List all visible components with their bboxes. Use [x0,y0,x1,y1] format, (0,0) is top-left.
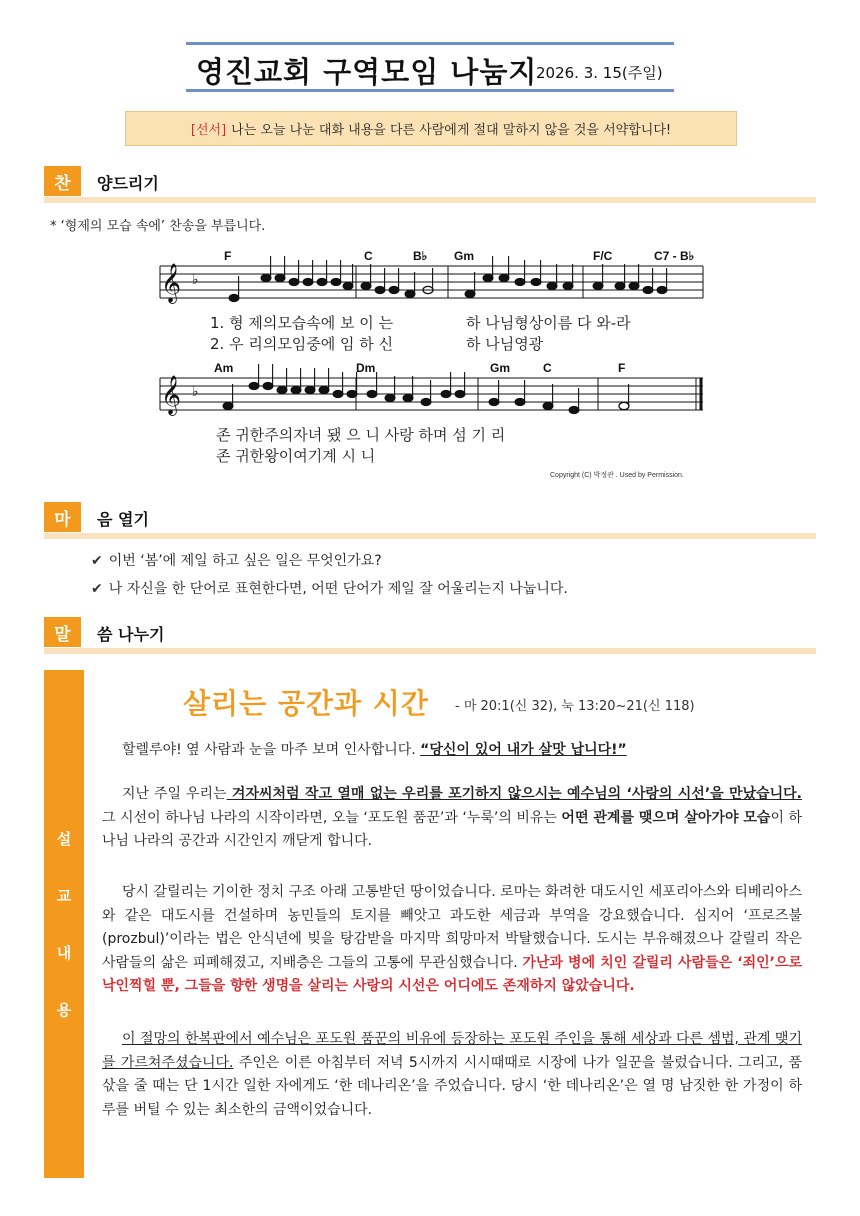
side-char-4: 용 [56,1001,72,1019]
sermon-title: 살리는 공간과 시간 [183,687,429,720]
check-icon: ✔ [91,553,103,569]
p1-underline: “당신이 있어 내가 살맛 납니다!” [420,742,627,758]
question-2 [91,578,568,598]
lyric-2b: 하 나님영광 [466,335,544,353]
chord-7: Am [214,361,234,375]
side-char-2: 교 [56,887,72,905]
pledge-tag: [선서] [190,123,227,138]
page-date: 2026. 3. 15(주일) [536,64,663,82]
section-word-bar [44,648,816,654]
sermon-paragraph-4 [102,1028,802,1122]
section-heart-badge: 마 [44,502,81,532]
note-head [563,282,573,289]
note-head [317,278,327,285]
p2-bold: 어떤 관계를 맺으며 살아가야 모습 [561,809,771,826]
chord-6: C7 - B♭ [654,249,695,263]
note-head [291,386,301,393]
note-head [569,406,579,413]
section-heart-bar [44,533,816,539]
note-head [333,390,343,397]
section-word-label: 씀 나누기 [97,625,165,644]
header-top-rule [186,42,674,45]
key-flat-icon: ♭ [192,272,199,288]
section-heart-header [44,502,816,538]
note-head [229,294,239,301]
check-icon: ✔ [91,581,103,597]
note-head [275,274,285,281]
note-head [629,282,639,289]
note-head [421,398,431,405]
section-praise-header [44,166,816,202]
music-copyright: Copyright (C) 박정관 . Used by Permission. [550,472,684,479]
p1-text: 할렐루야! 옆 사람과 눈을 마주 보며 인사합니다. [122,742,421,758]
note-head [619,402,629,409]
section-word-badge: 말 [44,617,81,647]
note-head [331,278,341,285]
treble-clef-icon-2: 𝄞 [161,375,182,415]
lyric-2a: 2. 우 리의모임중에 임 하 신 [210,335,394,353]
question-1-text: 이번 ‘봄’에 제일 하고 싶은 일은 무엇인가요? [108,553,382,569]
note-head [489,398,499,405]
p3-text: 당시 갈릴리는 기이한 정치 구조 아래 고통받던 땅이었습니다. 로마는 화려한 대도시인 세포리아스와 티베리아스와 같은 대도시를 건설하며 농민들의 토지를 빼앗고 과도한 세금과 부역을 강요했습니다. 심지어 ‘프로즈불(prozbul)’이라는 법은 안식년에 빚을 탕감받을 마지막 희망마저 박탈했습니다. 도시는 부유해졌으나 갈릴리 작은 사람들의 삶은 피폐해졌고, 지배층은 그들의 고통에 무관심했습니다. [102,884,802,971]
note-head [367,390,377,397]
staff-2 [160,378,703,410]
section-word-header [44,617,816,653]
lyric-1b: 하 나님형상이름 다 와-라 [466,314,631,332]
note-head [389,286,399,293]
note-head [277,386,287,393]
note-head [483,274,493,281]
note-head [305,386,315,393]
lyric-1a: 1. 형 제의모습속에 보 이 는 [210,314,394,332]
section-praise-label: 양드리기 [97,174,159,193]
music-sheet [158,248,706,480]
note-head [547,282,557,289]
lyric-4: 존 귀한왕이여기계 시 니 [216,447,376,465]
chord-8: Dm [356,361,376,375]
chord-1: F [224,249,232,263]
section-praise-bar [44,197,816,203]
p2-text-a: 지난 주일 우리는 [122,786,227,802]
note-head [441,390,451,397]
chord-9: Gm [490,361,511,375]
note-head [531,278,541,285]
question-1 [91,550,382,570]
note-head [657,286,667,293]
note-head [385,394,395,401]
p2-underline: 겨자씨처럼 작고 열매 없는 우리를 포기하지 않으시는 예수님의 ‘사랑의 시선’을 만났습니다. [226,786,802,802]
chord-5: F/C [593,249,613,263]
chord-4: Gm [454,249,475,263]
chord-2: C [364,249,373,263]
treble-clef-icon: 𝄞 [161,263,182,303]
sermon-side-label [44,670,84,1178]
sermon-paragraph-3 [102,881,802,999]
note-head [515,278,525,285]
note-head [303,278,313,285]
side-char-3: 내 [56,944,72,962]
note-head [499,274,509,281]
pledge-text: 나는 오늘 나눈 대화 내용을 다른 사람에게 절대 말하지 않을 것을 서약합니다! [231,123,672,138]
note-head [347,390,357,397]
note-head [465,290,475,297]
note-head [543,402,553,409]
note-head [593,282,603,289]
sermon-reference: - 마 20:1(신 32), 눅 13:20~21(신 118) [455,699,695,714]
note-head [343,282,353,289]
question-2-text: 나 자신을 한 단어로 표현한다면, 어떤 단어가 제일 잘 어울리는지 나눕니다. [108,581,568,597]
note-head [455,390,465,397]
chord-10: C [543,361,552,375]
staff-2-notes [223,364,629,414]
p4-underline: 이 절망의 한복판에서 예수님은 포도원 품꾼의 비유에 등장하는 포도원 주인을 통해 세상과 다른 셈법, 관계 맺기를 가르쳐주셨습니다. [102,1031,802,1071]
pledge-box [125,111,737,146]
note-head [223,402,233,409]
note-head [261,274,271,281]
lyric-3: 존 귀한주의자녀 됐 으 니 사랑 하며 섬 기 리 [216,426,506,444]
key-flat-icon-2: ♭ [192,384,199,400]
section-heart-label: 음 열기 [97,510,149,529]
p2-text-b: 그 시선이 하나님 나라의 시작이라면, 오늘 ‘포도원 품꾼’과 ‘누룩’의 비유는 [102,809,562,826]
side-char-1: 설 [56,830,72,848]
note-head [643,286,653,293]
music-score-svg [158,248,706,480]
note-head [361,282,371,289]
note-head [319,386,329,393]
note-head [375,286,385,293]
sermon-paragraph-1 [102,739,802,763]
sermon-paragraph-2 [102,783,802,854]
note-head [249,382,259,389]
note-head [263,382,273,389]
page-title: 영진교회 구역모임 나눔지 [196,55,538,89]
chord-3: B♭ [413,249,428,263]
p4-text: 주인은 이른 아침부터 저녁 5시까지 시시때때로 시장에 나가 일꾼을 불렀습니다. 그리고, 품삯을 줄 때는 단 1시간 일한 자에게도 ‘한 데나리온’을 주었습니다. 당시 ‘한 데나리온’은 열 명 남짓한 한 가정이 하루를 버틸 수 있는 최소한의 금액이었습니다. [102,1054,802,1118]
praise-note: * ‘형제의 모습 속에’ 찬송을 부릅니다. [50,219,266,234]
header-bottom-rule [186,89,674,92]
note-head [515,398,525,405]
section-praise-badge: 찬 [44,166,81,196]
note-head [405,290,415,297]
p2-text-c: 이 하나님 나라의 공간과 시간인지 깨닫게 합니다. [102,809,802,849]
note-head [403,394,413,401]
note-head [289,278,299,285]
chord-11: F [618,361,626,375]
p3-red: 가난과 병에 치인 갈릴리 사람들은 ‘죄인’으로 낙인찍힐 뿐, 그들을 향한 생명을 살리는 사랑의 시선은 어디에도 존재하지 않았습니다. [102,954,802,994]
note-head [615,282,625,289]
